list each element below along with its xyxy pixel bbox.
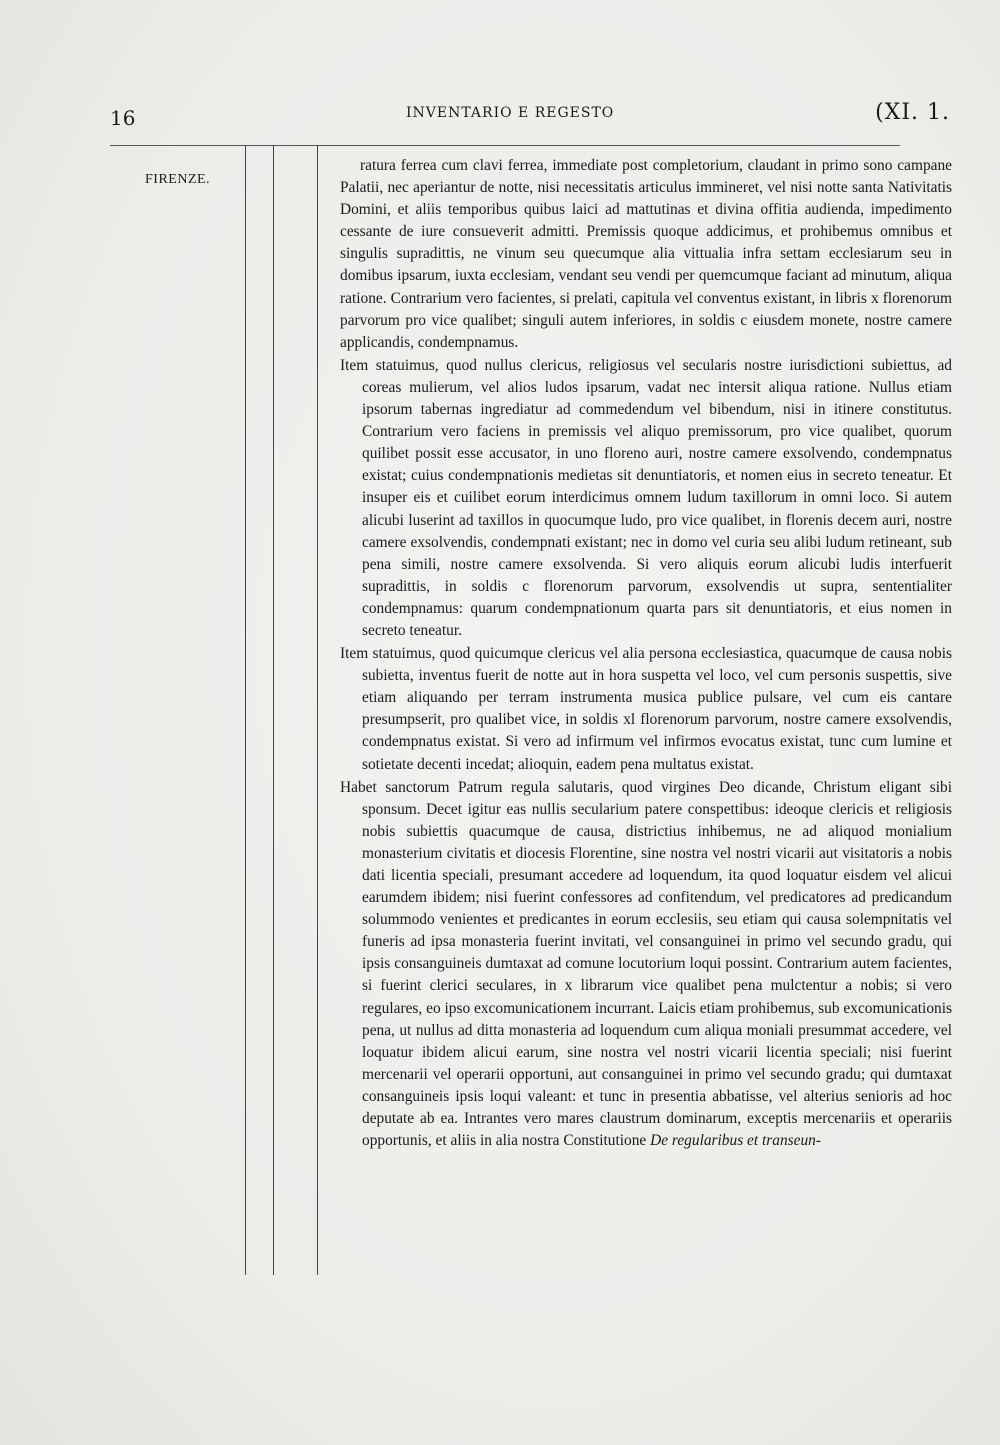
paragraph-text: Item statuimus, quod nullus clericus, religiosus vel secularis nostre iurisdictioni subiettus, ad coreas mulierum, vel alios ludos ipsarum, vadat nec intersit aliqua ratione. Nullus etiam ipsorum tabernas ingrediatur ad commedendum vel bibendum, nisi in itinere constitutus. Contrarium vero faciens in premissis vel aliquo premissorum, pro vice qualibet, quorum quilibet possit esse accusator, in uno floreno auri, nostre camere exsolvendo, condempnatus existat; cuius condempnationis medietas sit denuntiatoris, et nomen eius in secreto teneatur. Et insuper eis et cuilibet eorum interdicimus omnem ludum taxillorum in omni loco. Si autem alicubi luserint ad taxillos in quocumque ludo, pro vice qualibet, in florenis decem auri, nostre camere exsolvendis, condempnati existant; nec in domo vel curia seu alibi ludum retineant, sub pena simili, nostre camere exsolvenda. Si vero aliquis eorum alicubi ludis interfuerit supradittis, in soldis c florenorum parvorum, exsolvendis ut supra, sententialiter condempnamus: quarum condempnationum quarta pars sit denuntiatoris, et eius nomen in secreto teneatur. [340, 356, 952, 639]
paragraph [340, 355, 952, 642]
column-rule [273, 145, 274, 1275]
page-number: 16 [110, 106, 136, 130]
paragraph-text: Item statuimus, quod quicumque clericus vel alia persona ecclesiastica, quacumque de causa nobis subietta, inventus fuerit de notte aut in hora suspetta vel loco, vel cum personis suspettis, sive etiam aliquando per terram instrumenta musica publice pulsare, vel cum eis cantare presumpserit, pro qualibet vice, in soldis xl florenorum parvorum, nostre camere exsolvendis, condempnatus existat. Si vero ad infirmum vel infirmos evocatus existat, tunc cum lumine et sotietate decenti incedat; alioquin, eadem pena multatus existat. [340, 645, 952, 773]
column-rule [317, 145, 318, 1275]
page-header [110, 100, 950, 130]
top-rule [110, 145, 900, 146]
body-text [340, 155, 952, 1152]
section-reference: (XI. 1. [875, 100, 950, 125]
running-title: INVENTARIO E REGESTO [406, 105, 615, 121]
paragraph [340, 777, 952, 1153]
paragraph [340, 155, 952, 354]
paragraph [340, 643, 952, 776]
paragraph-italic-tail: De regularibus et transeun- [650, 1132, 821, 1150]
margin-place-name: FIRENZE. [145, 172, 211, 187]
paragraph-text: Habet sanctorum Patrum regula salutaris, quod virgines Deo dicande, Christum eligant sibi sponsum. Decet igitur eas nullis secularium patere conspettibus: ideoque clericis et religiosis nobis subiettis quacumque de causa, districtius inhibemus, ne ad aliquod monialium monasterium civitatis et diocesis Florentine, sine nostra vel nostri vicarii aut visitatoris a nobis dati licentia speciali, presumant accedere ad loquendum, ita quod loquatur eisdem vel alicui earumdem ibidem; nisi fuerint confessores ad confitendum, vel predicatores ad predicandum solummodo venientes et predicantes in eorum ecclesiis, seu etiam qui causa solempnitatis vel funeris ad ipsa monasteria fuerint invitati, vel consanguinei in primo vel secundo gradu, qui ipsis consanguineis dumtaxat ad comune locutorium loqui possint. Contrarium autem facientes, si fuerint clerici seculares, in x librarum vice qualibet pena mulctentur a nobis; si vero regulares, eo ipso excomunicationem incurrant. Laicis etiam prohibemus, sub excomunicationis pena, ut nullus ad ditta monasteria ad loquendum cum aliqua moniali presummat accedere, vel loquatur ibidem alicui earum, sine nostra vel nostri vicarii licentia speciali; nisi fuerint mercenarii vel operarii opportuni, aut consanguinei in primo vel secundo gradu; qui dumtaxat consanguineis ipsis loqui valeant: et tunc in presentia abbatisse, vel alterius senioris ad hoc deputate ab ea. Intrantes vero mares claustrum dominarum, exceptis mercenariis et operariis opportunis, et aliis in alia nostra Constitutione [340, 778, 952, 1150]
column-rule [245, 145, 246, 1275]
paragraph-text: ratura ferrea cum clavi ferrea, immediate post completorium, claudant in primo sono campane Palatii, nec aperiantur de notte, nisi necessitatis articulus immineret, vel nisi notte santa Nativitatis Domini, et aliis temporibus quibus laici ad mattutinas et divina offitia audienda, impedimento cessante de iure consueverit admitti. Premissis quoque addicimus, et prohibemus omnibus et singulis supradittis, ne vinum seu quecumque alia vittualia infra settam ecclesiarum seu in domibus ipsarum, iuxta ecclesiam, vendant seu vendi per quemcumque faciant ad minutum, aliqua ratione. Contrarium vero facientes, si prelati, capitula vel conventus existant, in libris x florenorum parvorum pro vice qualibet; singuli autem inferiores, in soldis c eiusdem monete, nostre camere applicandis, condempnamus. [340, 157, 952, 351]
